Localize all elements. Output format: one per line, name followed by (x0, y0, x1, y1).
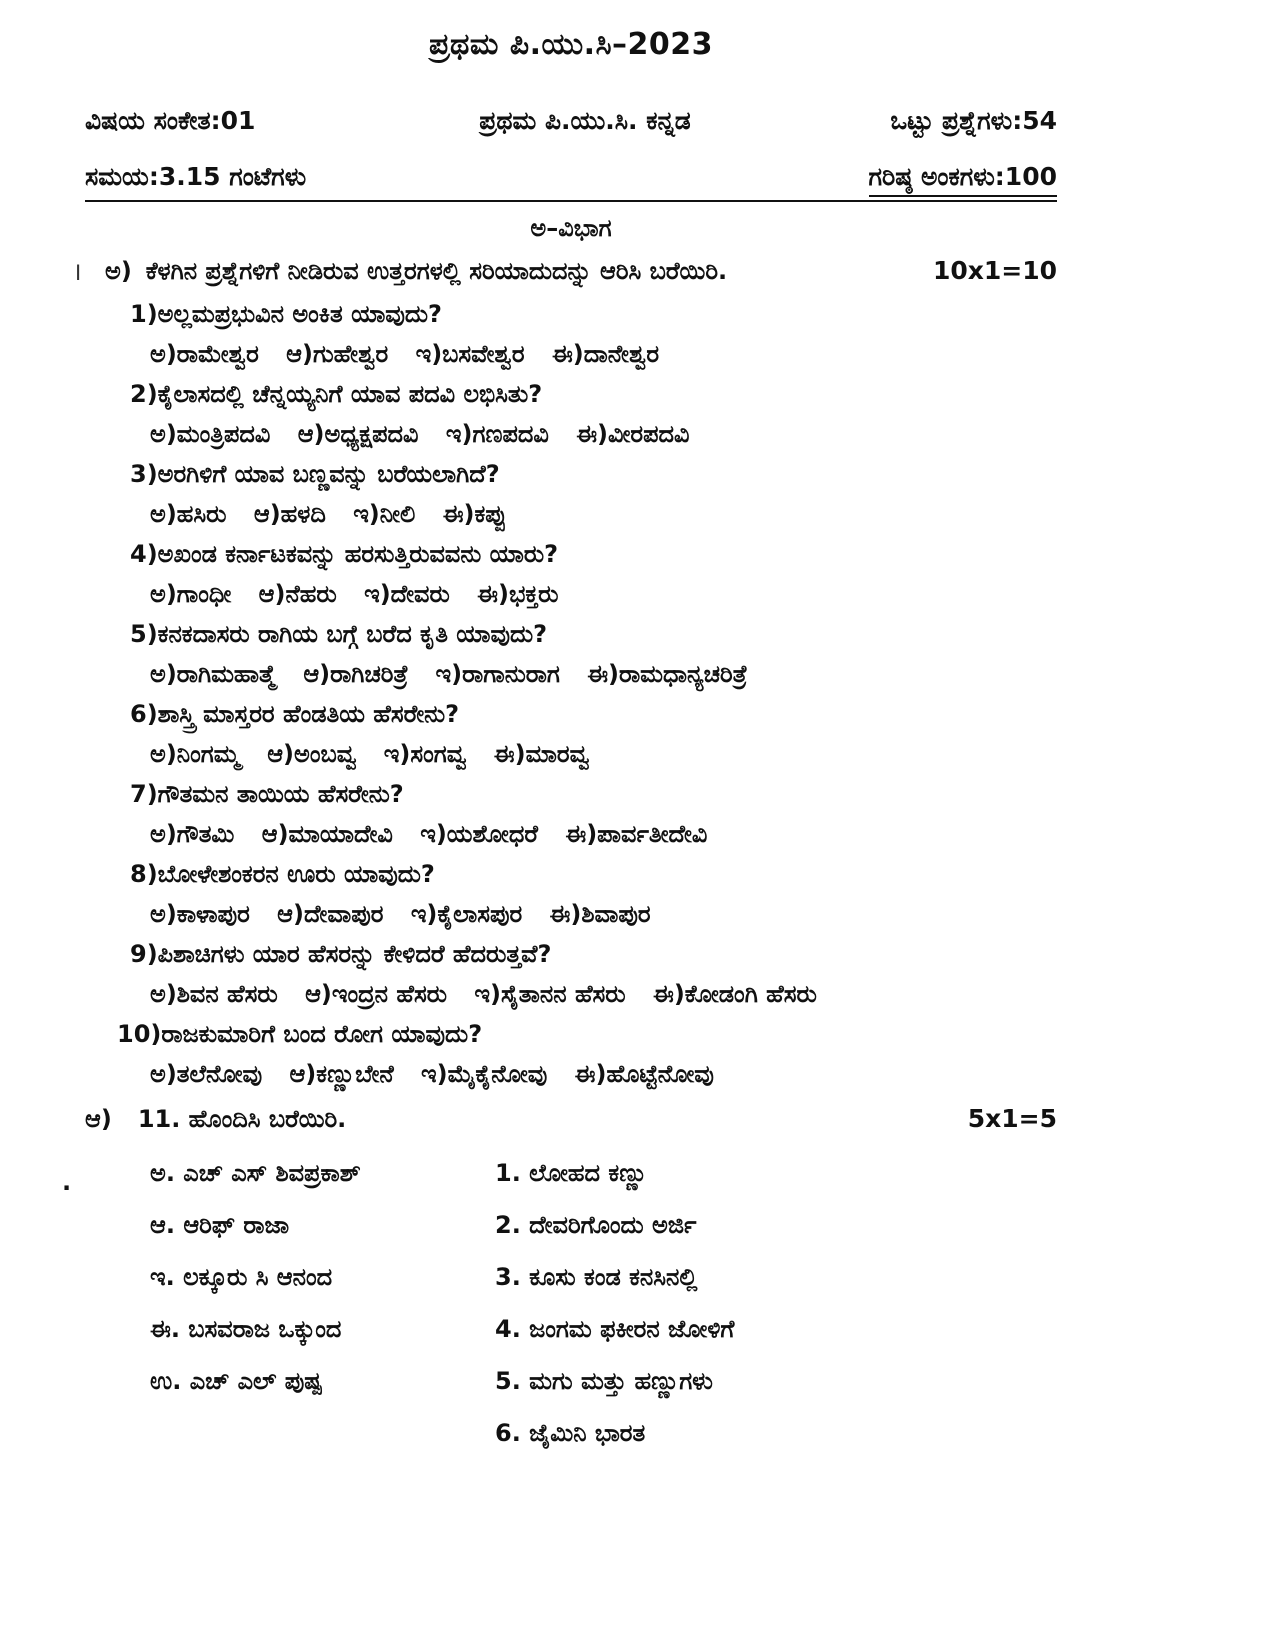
option-item: ಇ)ಸೈತಾನನ ಹೆಸರು (474, 980, 626, 1008)
option-item: ಆ)ಅಧ್ಯಕ್ಷಪದವಿ (297, 420, 419, 448)
question-6-options (85, 734, 1057, 774)
option-item: ಅ)ಮಂತ್ರಿಪದವಿ (150, 420, 271, 448)
match-row (85, 1251, 1057, 1303)
option-item: ಆ)ಕಣ್ಣುಬೇನೆ (289, 1060, 394, 1088)
section-a-heading: ಅ–ವಿಭಾಗ (530, 214, 612, 242)
question-3: 3)ಅರಗಿಳಿಗೆ ಯಾವ ಬಣ್ಣವನ್ನು ಬರೆಯಲಾಗಿದೆ? (130, 460, 500, 488)
option-item: ಆ)ಮಾಯಾದೇವಿ (261, 820, 393, 848)
question-10: 10)ರಾಜಕುಮಾರಿಗೆ ಬಂದ ರೋಗ ಯಾವುದು? (117, 1020, 483, 1048)
option-item: ಇ)ಯಶೋಧರೆ (420, 820, 539, 848)
option-item: ಆ)ದೇವಾಪುರ (277, 900, 384, 928)
option-item: ಇ)ದೇವರು (364, 580, 450, 608)
part1-instruction-row (75, 255, 1057, 287)
match-left-item: ಆ. ಆರಿಫ್ ರಾಜಾ (150, 1211, 290, 1239)
question-5-options (85, 654, 1057, 694)
option-item: ಈ)ಭಕ್ತರು (477, 580, 559, 608)
exam-header (85, 104, 1057, 202)
question-6: 6)ಶಾಸ್ತ್ರಿ ಮಾಸ್ತರರ ಹೆಂಡತಿಯ ಹೆಸರೇನು? (130, 700, 460, 728)
option-item: ಈ)ಮಾರವ್ವ (493, 740, 590, 768)
match-row (85, 1407, 1057, 1459)
match-row (85, 1355, 1057, 1407)
question-8: 8)ಬೋಳೇಶಂಕರನ ಊರು ಯಾವುದು? (130, 860, 435, 888)
match-left-item: ಈ. ಬಸವರಾಜ ಒಕ್ಕುಂದ (150, 1315, 342, 1343)
option-item: ಆ)ನೆಹರು (258, 580, 337, 608)
option-item: ಈ)ವೀರಪದವಿ (576, 420, 690, 448)
option-item: ಇ)ರಾಗಾನುರಾಗ (435, 660, 560, 688)
option-item: ಆ)ಇಂದ್ರನ ಹೆಸರು (305, 980, 448, 1008)
header-row-1 (85, 104, 1057, 138)
match-right-item: 3. ಕೂಸು ಕಂಡ ಕನಸಿನಲ್ಲಿ (495, 1263, 698, 1291)
option-item: ಅ)ಗೌತಮಿ (150, 820, 235, 848)
part2-marks: 5x1=5 (967, 1104, 1057, 1133)
subject-code: ವಿಷಯ ಸಂಕೇತ:01 (85, 106, 256, 135)
total-questions: ಒಟ್ಟು ಪ್ರಶ್ನೆಗಳು:54 (890, 106, 1057, 135)
match-row (85, 1199, 1057, 1251)
option-item: ಅ)ತಲೆನೋವು (150, 1060, 263, 1088)
match-right-item: 2. ದೇವರಿಗೊಂದು ಅರ್ಜಿ (495, 1211, 697, 1239)
match-row (85, 1147, 1057, 1199)
option-item: ಈ)ಕಪ್ಪು (442, 500, 507, 528)
option-item: ಇ)ನೀಲಿ (353, 500, 416, 528)
option-item: ಅ)ನಿಂಗಮ್ಮ (150, 740, 240, 768)
option-item: ಆ)ಅಂಬವ್ವ (267, 740, 357, 768)
option-item: ಅ)ರಾಮೇಶ್ವರ (150, 340, 259, 368)
option-item: ಅ)ಶಿವನ ಹೆಸರು (150, 980, 278, 1008)
subject-name: ಪ್ರಥಮ ಪಿ.ಯು.ಸಿ. ಕನ್ನಡ (479, 106, 691, 135)
question-8-options (85, 894, 1057, 934)
option-item: ಇ)ಮೈಕೈನೋವು (421, 1060, 548, 1088)
match-right-item: 5. ಮಗು ಮತ್ತು ಹಣ್ಣುಗಳು (495, 1367, 713, 1395)
part2-heading: 11. ಹೊಂದಿಸಿ ಬರೆಯಿರಿ. (137, 1105, 347, 1133)
option-item: ಅ)ಗಾಂಧೀ (150, 580, 232, 608)
match-right-item: 6. ಜೈಮಿನಿ ಭಾರತ (495, 1419, 646, 1447)
part1-label: ಅ) (105, 257, 132, 285)
part1-questions (85, 294, 1057, 1094)
question-7: 7)ಗೌತಮನ ತಾಯಿಯ ಹೆಸರೇನು? (130, 780, 404, 808)
question-9-options (85, 974, 1057, 1014)
match-left-item-empty (150, 1407, 495, 1459)
option-item: ಈ)ರಾಮಧಾನ್ಯಚರಿತ್ರೆ (587, 660, 748, 688)
match-left-item: ಅ. ಎಚ್ ಎಸ್ ಶಿವಪ್ರಕಾಶ್ (150, 1159, 361, 1187)
exam-title: ಪ್ರಥಮ ಪಿ.ಯು.ಸಿ–2023 (428, 27, 714, 62)
option-item: ಆ)ಗುಹೇಶ್ವರ (286, 340, 389, 368)
match-left-item: ಉ. ಎಚ್ ಎಲ್ ಪುಷ್ಪ (150, 1367, 323, 1395)
question-5: 5)ಕನಕದಾಸರು ರಾಗಿಯ ಬಗ್ಗೆ ಬರೆದ ಕೃತಿ ಯಾವುದು? (130, 620, 548, 648)
question-1-options (85, 334, 1057, 374)
option-item: ಇ)ಗಣಪದವಿ (445, 420, 549, 448)
match-left-item: ಇ. ಲಕ್ಕೂರು ಸಿ ಆನಂದ (150, 1263, 333, 1291)
question-3-options (85, 494, 1057, 534)
option-item: ಈ)ಶಿವಾಪುರ (549, 900, 651, 928)
match-row (85, 1303, 1057, 1355)
question-4: 4)ಅಖಂಡ ಕರ್ನಾಟಕವನ್ನು ಹರಸುತ್ತಿರುವವನು ಯಾರು? (130, 540, 559, 568)
option-item: ಆ)ಹಳದಿ (253, 500, 326, 528)
question-10-options (85, 1054, 1057, 1094)
part2-heading-row (85, 1099, 1057, 1139)
match-right-item: 4. ಜಂಗಮ ಫಕೀರನ ಜೋಳಿಗೆ (495, 1315, 735, 1343)
question-2: 2)ಕೈಲಾಸದಲ್ಲಿ ಚೆನ್ನಯ್ಯನಿಗೆ ಯಾವ ಪದವಿ ಲಭಿಸಿತು? (130, 380, 543, 408)
option-item: ಅ)ಹಸಿರು (150, 500, 227, 528)
question-4-options (85, 574, 1057, 614)
option-item: ಈ)ಹೊಟ್ಟೆನೋವು (574, 1060, 714, 1088)
option-item: ಇ)ಬಸವೇಶ್ವರ (415, 340, 525, 368)
option-item: ಈ)ದಾನೇಶ್ವರ (551, 340, 660, 368)
option-item: ಇ)ಕೈಲಾಸಪುರ (410, 900, 523, 928)
part2-label: ಆ) (85, 1105, 112, 1133)
option-item: ಈ)ಕೋಡಂಗಿ ಹೆಸರು (652, 980, 817, 1008)
option-item: ಅ)ಕಾಳಾಪುರ (150, 900, 250, 928)
option-item: ಅ)ರಾಗಿಮಹಾತ್ಮೆ (150, 660, 276, 688)
option-item: ಈ)ಪಾರ್ವತೀದೇವಿ (565, 820, 708, 848)
stray-scan-dot: . (62, 1168, 72, 1196)
option-item: ಇ)ಸಂಗವ್ವ (383, 740, 467, 768)
header-row-2 (85, 160, 1057, 197)
question-7-options (85, 814, 1057, 854)
part1-instruction: ಕೆಳಗಿನ ಪ್ರಶ್ನೆಗಳಿಗೆ ನೀಡಿರುವ ಉತ್ತರಗಳಲ್ಲಿ ಸರಿಯಾದುದನ್ನು ಆರಿಸಿ ಬರೆಯಿರಿ. (145, 257, 728, 285)
time-allowed: ಸಮಯ:3.15 ಗಂಟೆಗಳು (85, 162, 307, 191)
match-the-following (85, 1147, 1057, 1459)
match-right-item: 1. ಲೋಹದ ಕಣ್ಣು (495, 1159, 648, 1187)
question-9: 9)ಪಿಶಾಚಿಗಳು ಯಾರ ಹೆಸರನ್ನು ಕೇಳಿದರೆ ಹೆದರುತ್ತವೆ? (130, 940, 552, 968)
part1-roman-numeral: I (75, 261, 82, 285)
question-2-options (85, 414, 1057, 454)
max-marks: ಗರಿಷ್ಠ ಅಂಕಗಳು:100 (869, 160, 1057, 197)
option-item: ಆ)ರಾಗಿಚರಿತ್ರೆ (303, 660, 409, 688)
question-1: 1)ಅಲ್ಲಮಪ್ರಭುವಿನ ಅಂಕಿತ ಯಾವುದು? (130, 300, 442, 328)
part1-marks: 10x1=10 (932, 256, 1057, 285)
